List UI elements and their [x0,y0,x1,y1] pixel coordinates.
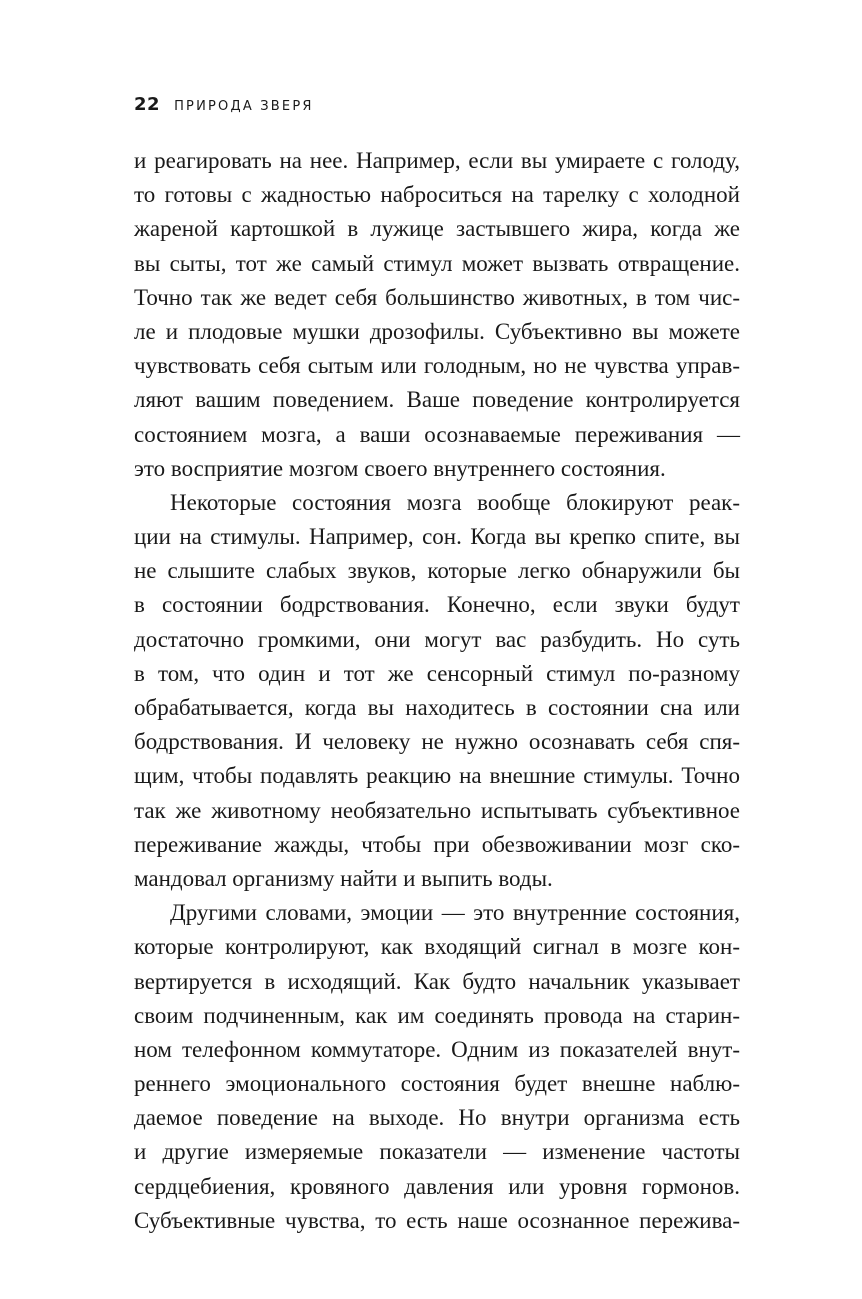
text-line: Точно так же ведет себя большинство животных, в том чис- [134,284,740,310]
text-line: бодрствования. И человеку не нужно осознавать себя спя- [134,729,740,755]
text-line: то готовы с жадностью наброситься на тарелку с холодной [134,182,740,208]
text-line: своим подчиненным, как им соединять провода на старин- [134,1002,740,1028]
text-line: мандовал организму найти и выпить воды. [134,865,553,891]
text-line: вертируется в исходящий. Как будто начальник указывает [134,968,740,994]
text-line: которые контролируют, как входящий сигнал в мозге кон- [134,934,740,960]
running-header [134,94,314,115]
text-line: Некоторые состояния мозга вообще блокируют реак- [170,489,740,515]
text-line: так же животному необязательно испытывать субъективное [134,797,740,823]
paragraph [134,896,740,1238]
text-line: ляют вашим поведением. Ваше поведение контролируется [134,387,740,413]
text-line: ле и плодовые мушки дрозофилы. Субъективно вы можете [134,318,740,344]
text-line: Другими словами, эмоции — это внутренние состояния, [170,900,740,926]
text-line: переживание жажды, чтобы при обезвоживании мозг ско- [134,831,740,857]
text-line: даемое поведение на выходе. Но внутри организма есть [134,1105,740,1131]
text-line: чувствовать себя сытым или голодным, но не чувства управ- [134,353,740,379]
text-line: обрабатывается, когда вы находитесь в состоянии сна или [134,695,740,720]
paragraph [134,486,740,896]
text-line: в том, что один и тот же сенсорный стимул по-разному [134,660,740,686]
running-title: ПРИРОДА ЗВЕРЯ [174,99,314,114]
text-line: достаточно громкими, они могут вас разбудить. Но суть [134,626,740,652]
text-line: и реагировать на нее. Например, если вы умираете с голоду, [134,148,740,173]
text-line: состоянием мозга, а ваши осознаваемые переживания — [134,421,740,447]
paragraph [134,144,740,486]
body-text [134,144,740,1238]
text-line: вы сыты, тот же самый стимул может вызвать отвращение. [134,250,740,276]
page-number: 22 [134,94,161,115]
text-line: не слышите слабых звуков, которые легко обнаружили бы [134,558,740,584]
text-line: это восприятие мозгом своего внутреннего состояния. [134,455,666,481]
text-line: реннего эмоционального состояния будет внешне наблю- [134,1071,740,1097]
text-line: в состоянии бодрствования. Конечно, если звуки будут [134,592,740,618]
text-line: ном телефонном коммутаторе. Одним из показателей внут- [134,1036,740,1062]
text-line: сердцебиения, кровяного давления или уровня гормонов. [134,1173,740,1199]
text-line: ции на стимулы. Например, сон. Когда вы крепко спите, вы [134,524,740,550]
text-line: Субъективные чувства, то есть наше осознанное пережива- [134,1207,740,1233]
text-line: жареной картошкой в лужице застывшего жира, когда же [134,216,740,242]
text-line: щим, чтобы подавлять реакцию на внешние стимулы. Точно [134,763,740,789]
text-line: и другие измеряемые показатели — изменение частоты [134,1139,740,1165]
